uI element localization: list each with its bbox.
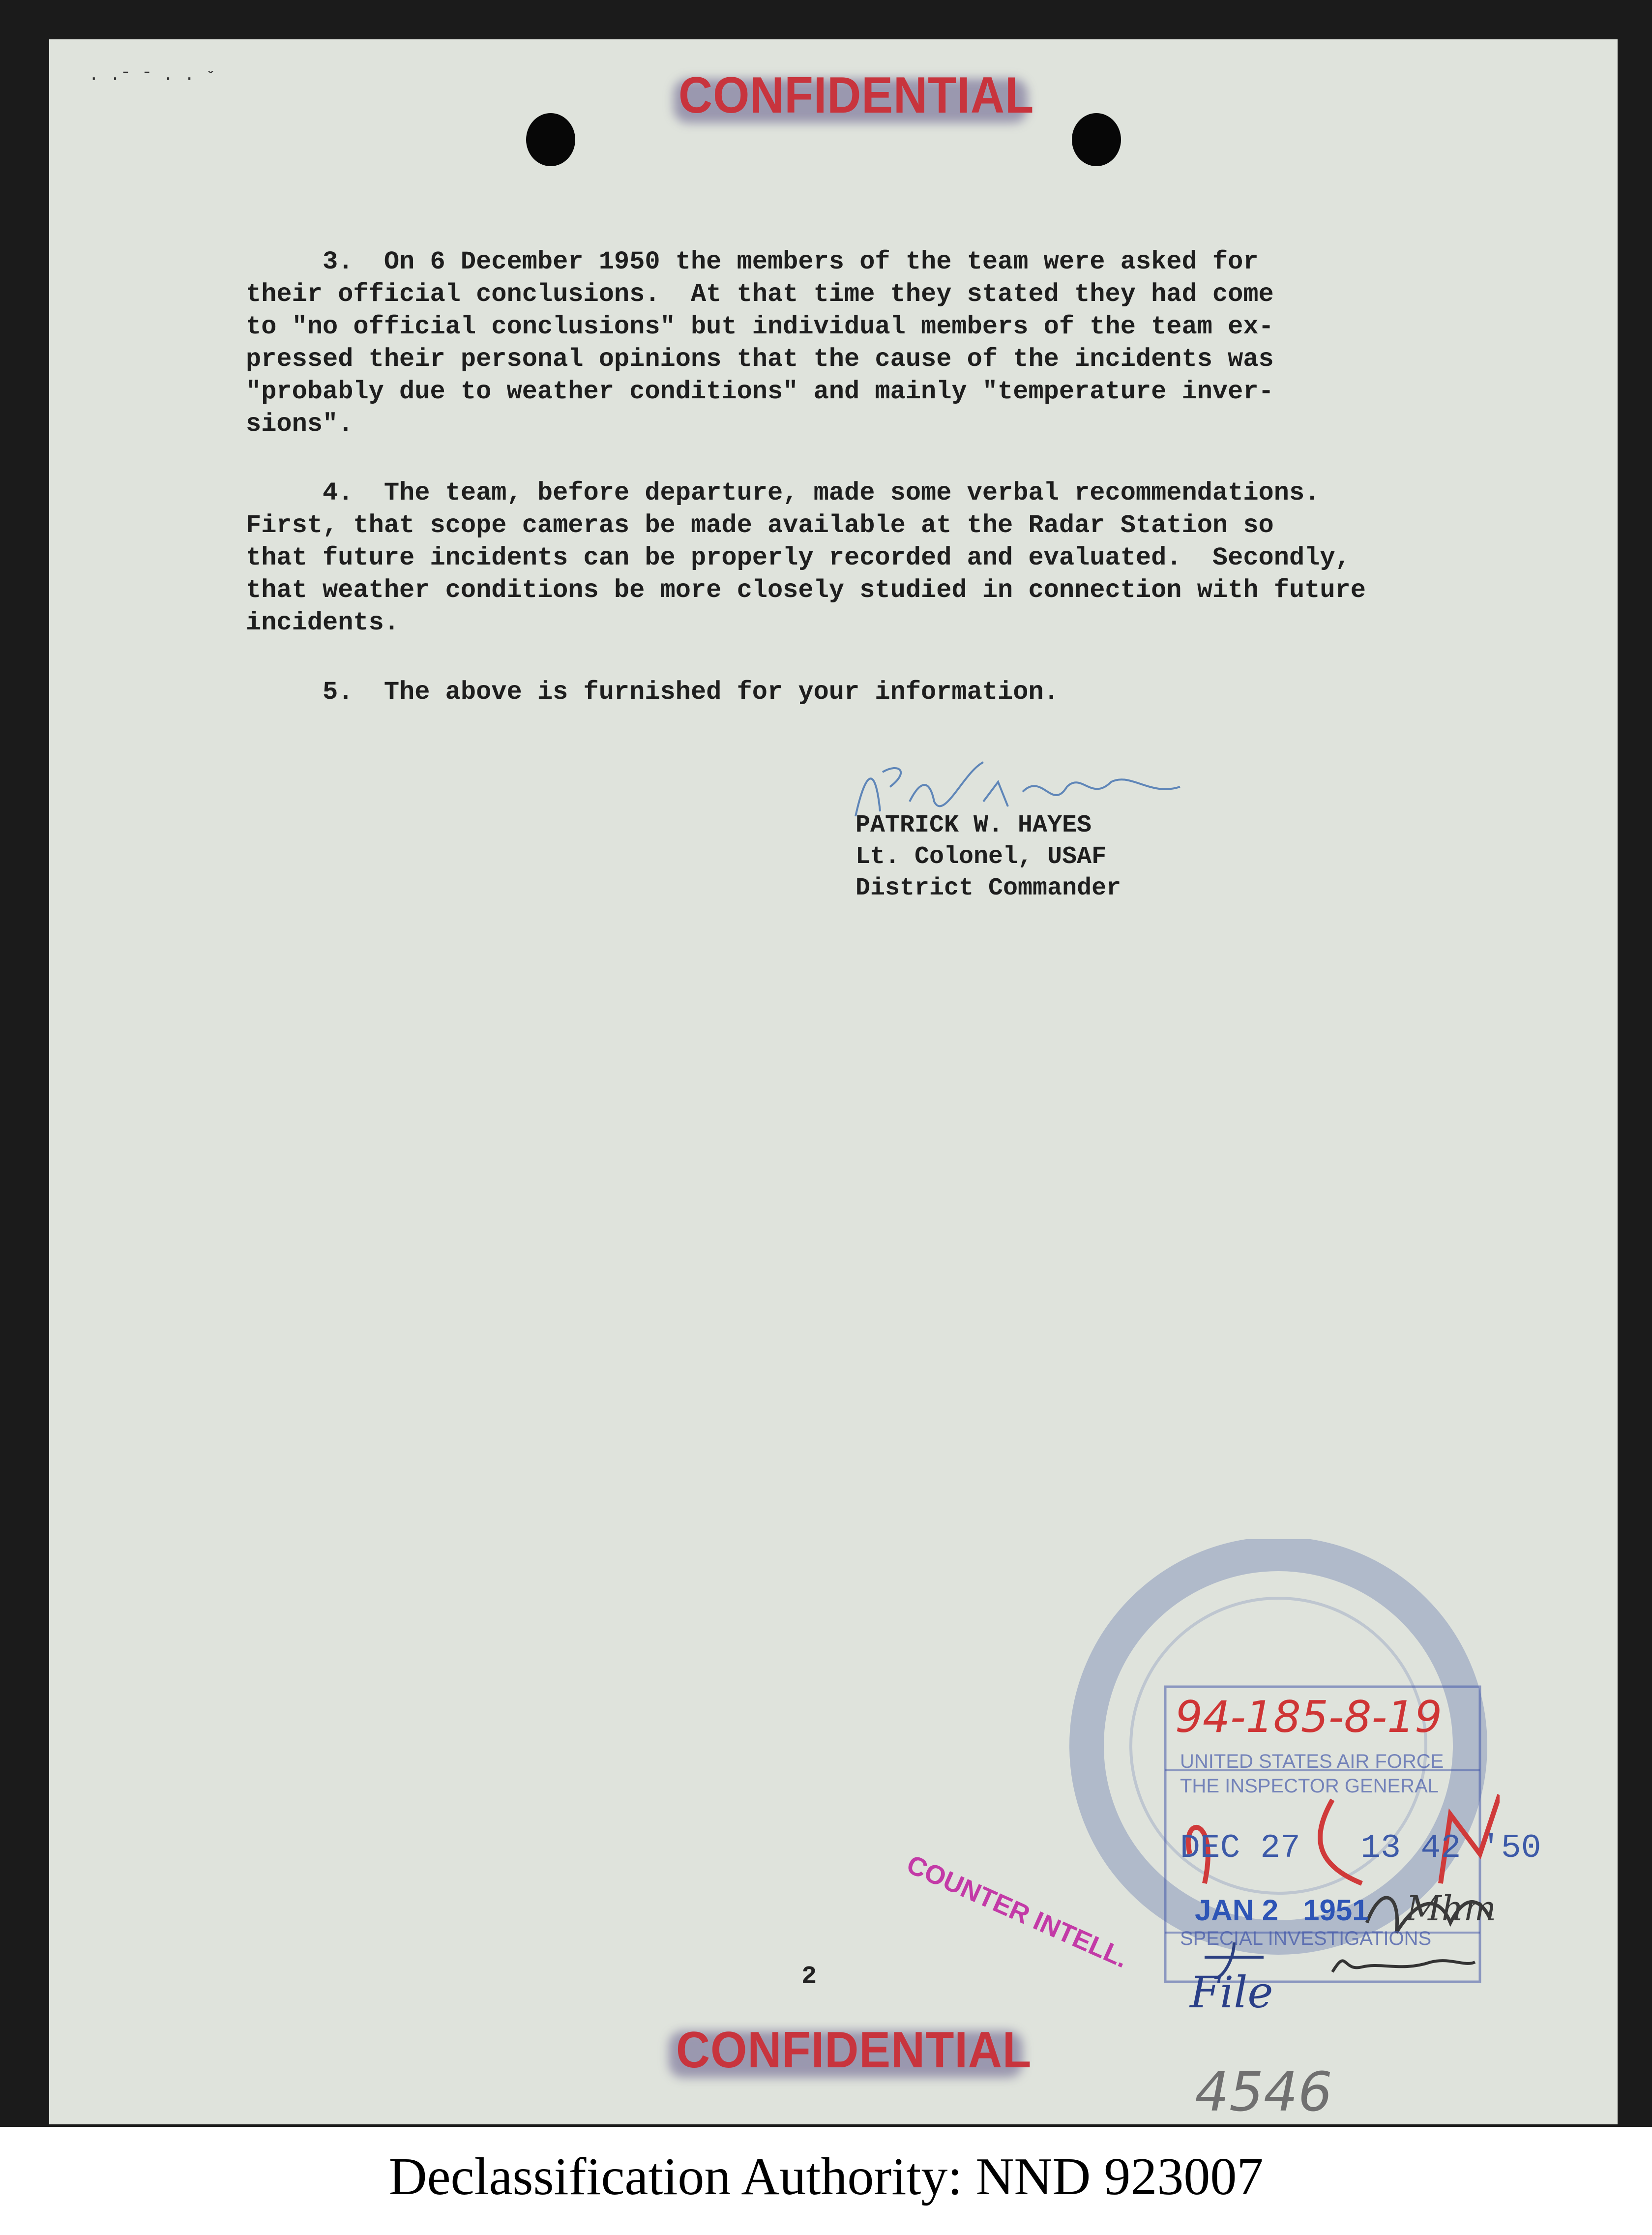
inspector-stamp-line: THE INSPECTOR GENERAL [1180,1775,1439,1797]
para3-line-6: sions". [246,410,354,439]
para4-line-4: that weather conditions be more closely studied in connection with future [246,576,1366,605]
para3-line-5: "probably due to weather conditions" and mainly "temperature inver- [246,377,1274,406]
para4-line-1: 4. The team, before departure, made some verbal recommendations. [246,478,1320,507]
document-page [49,39,1618,2124]
para4-line-5: incidents. [246,608,400,637]
confidential-stamp-bottom: CONFIDENTIAL [676,2022,1032,2079]
date-jan-stamp: JAN 2 1951 [1195,1894,1369,1927]
special-investigations-stamp: SPECIAL INVESTIGATIONS [1180,1928,1432,1949]
confidential-stamp-top: CONFIDENTIAL [678,67,1034,124]
para3-line-4: pressed their personal opinions that the cause of the incidents was [246,345,1274,374]
file-handwriting: File [1190,1967,1273,2018]
signer-rank: Lt. Colonel, USAF [856,843,1107,871]
para3-line-3: to "no official conclusions" but individual members of the team ex- [246,312,1274,341]
counter-intell-stamp: COUNTER INTELL. [902,1849,1133,1974]
paragraph-5: 5. The above is furnished for your information. [246,678,1059,707]
para4-line-2: First, that scope cameras be made available at the Radar Station so [246,511,1274,540]
para4-line-3: that future incidents can be properly recorded and evaluated. Secondly, [246,543,1351,572]
handwritten-number: 4546 [1195,2060,1332,2123]
file-number: 94-185-8-19 [1175,1692,1443,1742]
punch-hole-right [1072,113,1121,166]
date-received-stamp: DEC 27 13 42 '50 [1180,1829,1541,1867]
declassification-authority: Declassification Authority: NND 923007 [388,2147,1264,2206]
signer-name: PATRICK W. HAYES [856,811,1092,839]
para3-line-2: their official conclusions. At that time they stated they had come [246,280,1274,309]
punch-hole-left [526,113,575,166]
page-number: 2 [801,1962,817,1991]
usaf-stamp-line: UNITED STATES AIR FORCE [1180,1751,1444,1772]
para3-line-1: 3. On 6 December 1950 the members of the team were asked for [246,247,1259,276]
initials-handwriting: Mhm [1406,1888,1497,1929]
signer-title: District Commander [856,874,1121,902]
ink-specks: · ·ˉ ˉ · · ˇ [88,69,216,89]
